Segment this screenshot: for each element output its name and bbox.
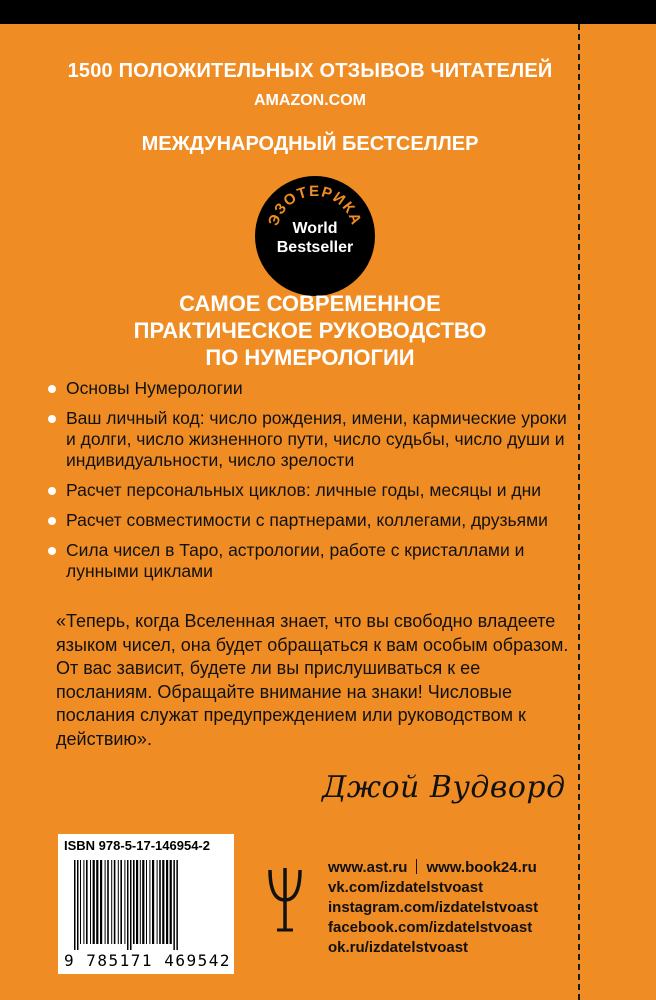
barcode-digits: 9 785171 469542 [64,951,231,970]
barcode-bar [152,860,154,944]
feature-item: Ваш личный код: число рождения, имени, кармические уроки и долги, число жизненного пути, число судьбы, число души и индивидуальности, число зрелости [48,408,578,471]
subtitle-line-2: ПРАКТИЧЕСКОЕ РУКОВОДСТВО [133,318,487,343]
barcode-bar [86,860,88,944]
barcode-bar [170,860,172,944]
link-ok[interactable]: ok.ru/izdatelstvoast [328,939,469,956]
barcode-bar [124,860,125,944]
barcode-bar [105,860,106,944]
isbn-barcode-block [58,834,234,974]
link-facebook[interactable]: facebook.com/izdatelstvoast [328,919,533,936]
barcode-bar [142,860,144,944]
barcode-bar [96,860,98,944]
barcode-bar [159,860,161,944]
feature-item: Основы Нумерологии [48,378,578,399]
bestseller-headline: МЕЖДУНАРОДНЫЙ БЕСТСЕЛЛЕР [141,133,479,155]
barcode-bar [111,860,112,944]
spine-fold-line [578,24,580,1000]
barcode-bar [133,860,135,944]
barcode-bar [77,860,79,950]
barcode-bar [130,860,132,950]
badge-world: World [292,220,338,237]
world-bestseller-badge [255,176,375,296]
subtitle-line-3: ПО НУМЕРОЛОГИИ [205,345,415,370]
publisher-logo-icon [265,864,305,934]
barcode-bar [149,860,150,944]
barcode-bar [90,860,91,944]
link-vk[interactable]: vk.com/izdatelstvoast [328,879,484,896]
author-signature: Джой Вудворд [322,770,566,805]
subtitle-line-1: САМОЕ СОВРЕМЕННОЕ [179,291,441,316]
barcode-bar [93,860,95,944]
author-quote: «Теперь, когда Вселенная знает, что вы свободно владеете языком чисел, она будет обращаться к вам особым образом. От вас зависит, будете ли вы прислушиваться к ее посланиям. Обращайте внимание на знаки! Числовые послания служат предупреждением или руководством к действию». [56,611,569,749]
barcode-bar [162,860,164,944]
barcode-bar [127,860,129,950]
barcode-bar [83,860,84,944]
badge-bestseller: Bestseller [276,239,354,256]
barcode-bar [114,860,116,944]
barcode-graphic [72,860,222,950]
isbn-label: ISBN 978-5-17-146954-2 [64,838,210,853]
feature-list [48,378,578,591]
barcode-bar [118,860,119,944]
link-book24[interactable]: www.book24.ru [426,859,537,876]
link-separator [416,859,417,874]
link-instagram[interactable]: instagram.com/izdatelstvoast [328,899,539,916]
barcode-bar [173,860,175,950]
top-black-band [0,0,656,24]
barcode-bar [80,860,81,944]
barcode-bar [120,860,122,944]
barcode-bar [146,860,147,944]
barcode-bar [107,860,109,944]
barcode-bar [166,860,168,944]
feature-item: Сила чисел в Таро, астрологии, работе с кристаллами и лунными циклами [48,540,578,582]
feature-item: Расчет персональных циклов: личные годы, месяцы и дни [48,480,578,501]
barcode-bar [136,860,138,944]
badge-arc-text: ЭЗОТЕРИКА [264,182,366,229]
barcode-bar [140,860,141,944]
link-ast[interactable]: www.ast.ru [328,859,408,876]
reviews-headline: 1500 ПОЛОЖИТЕЛЬНЫХ ОТЗЫВОВ ЧИТАТЕЛЕЙ [67,60,553,82]
barcode-bar [74,860,76,950]
barcode-bar [176,860,178,950]
amazon-source: AMAZON.COM [254,92,366,109]
barcode-bar [157,860,158,944]
barcode-bar [100,860,102,944]
feature-item: Расчет совместимости с партнерами, коллегами, друзьями [48,510,578,531]
publisher-links [328,858,538,958]
